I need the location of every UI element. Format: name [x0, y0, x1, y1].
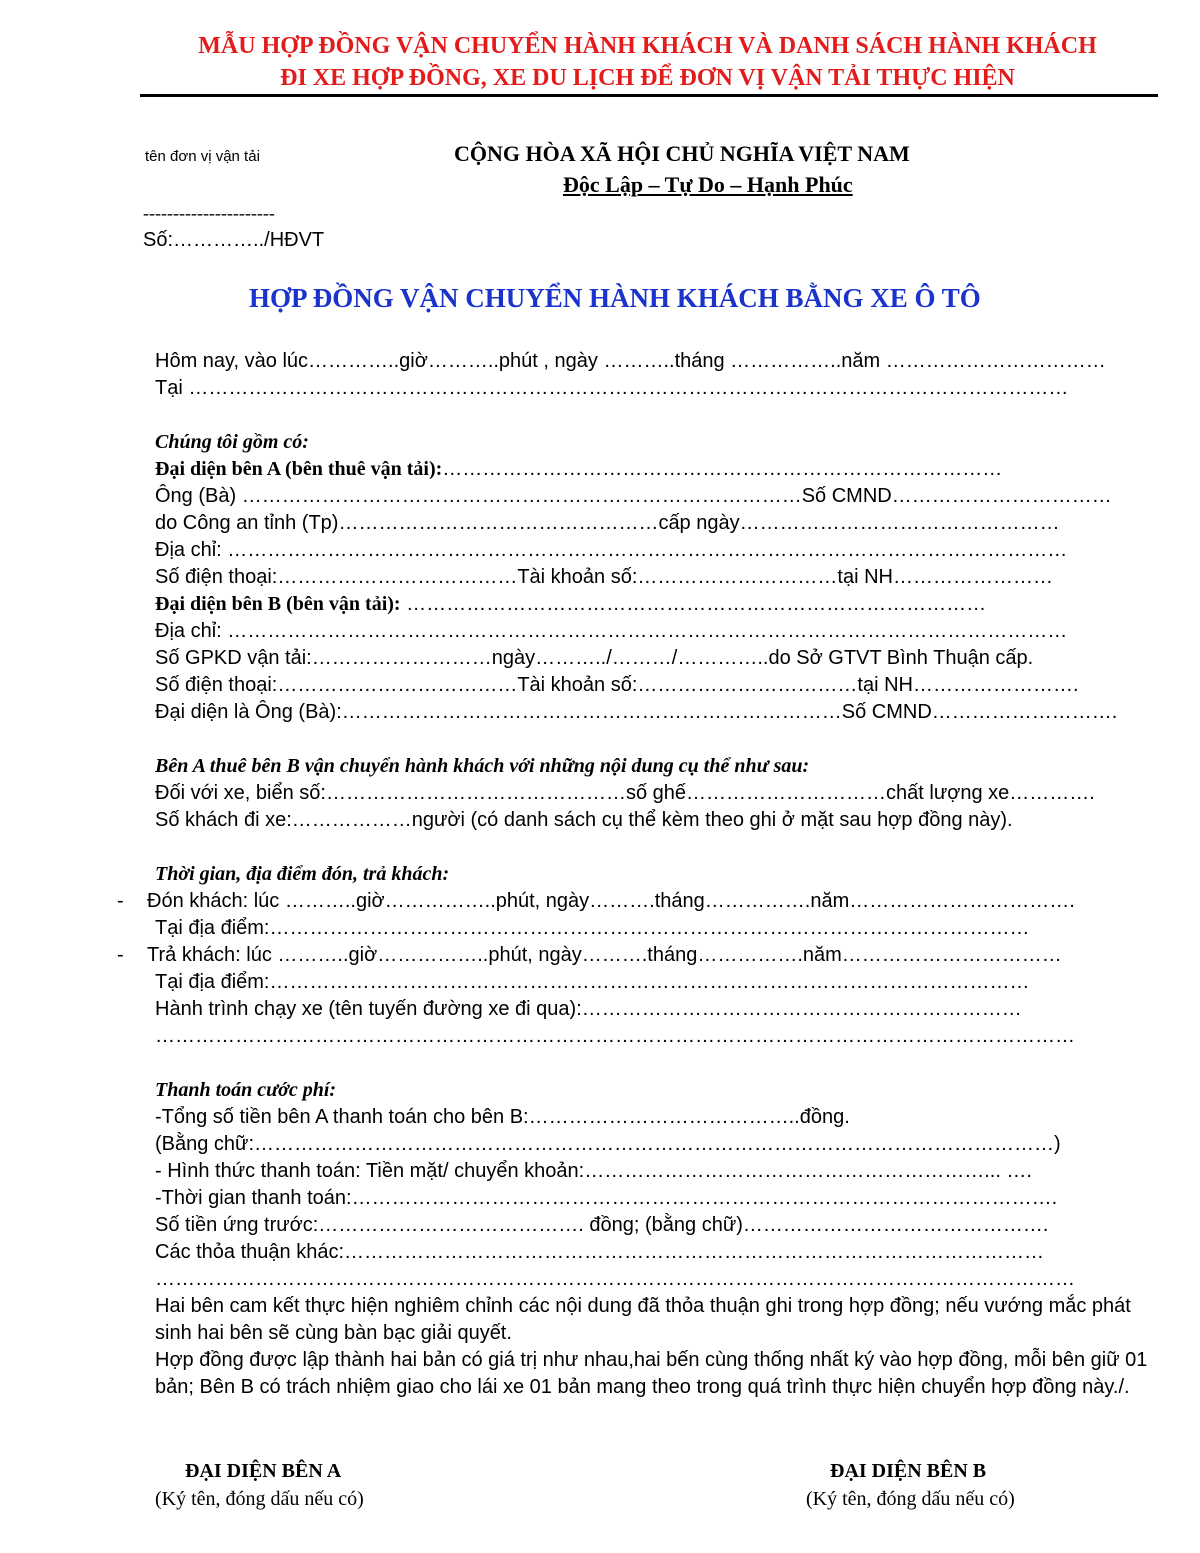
payment-in-words-line: (Bằng chữ:…………………………………………………………………………………………………………) — [155, 1133, 1061, 1155]
banner-divider — [140, 94, 1158, 97]
party-b-row — [155, 591, 1160, 618]
party-a-signature-title: ĐẠI DIỆN BÊN A — [185, 1460, 342, 1482]
national-motto: Độc Lập – Tự Do – Hạnh Phúc — [563, 172, 853, 197]
party-b-signature-note: (Ký tên, đóng dấu nếu có) — [806, 1488, 1015, 1510]
party-b-label: Đại diện bên B (bên vận tải): — [155, 593, 401, 615]
parties-heading: Chúng tôi gồm có: — [155, 431, 309, 453]
party-b-signature-title: ĐẠI DIỆN BÊN B — [830, 1460, 987, 1482]
unit-dash-line: ---------------------- — [143, 203, 275, 223]
passenger-count-line: Số khách đi xe:………………người (có danh sách cụ thể kèm theo ghi ở mặt sau hợp đồng này). — [155, 809, 1013, 831]
party-b-phone-line: Số điện thoại:………………………………Tài khoản số:……………………………tại NH……………………. — [155, 674, 1079, 696]
party-a-name-line: Ông (Bà) …………………………………………………………………………Số CMND…………………………… — [155, 485, 1112, 507]
schedule-heading: Thời gian, địa điểm đón, trả khách: — [155, 863, 450, 885]
dropoff-text: Trả khách: lúc ………..giờ……………..phút, ngày……….tháng…………….năm…………………………… — [147, 944, 1062, 966]
country-name: CỘNG HÒA XÃ HỘI CHỦ NGHĨA VIỆT NAM — [454, 141, 910, 166]
intro-line-time: Hôm nay, vào lúc…………..giờ………..phút , ngày ………..tháng ……………..năm …………………………… — [155, 350, 1106, 372]
party-a-phone-line: Số điện thoại:………………………………Tài khoản số:…………………………tại NH…………………… — [155, 566, 1053, 588]
party-a-signature-note: (Ký tên, đóng dấu nếu có) — [155, 1488, 364, 1510]
document-title: HỢP ĐỒNG VẬN CHUYỂN HÀNH KHÁCH BẰNG XE Ô TÔ — [249, 283, 981, 313]
vehicle-line: Đối với xe, biển số:………………………………………số ghế…………………………chất lượng xe…………. — [155, 782, 1095, 804]
party-a-address-line: Địa chỉ: ……………………………………………………………………………………………………………… — [155, 539, 1068, 561]
pickup-place-line: Tại địa điểm:…………………………………………………………………………………………………… — [155, 917, 1030, 939]
other-agreements-line: Các thỏa thuận khác:…………………………………………………………………………………………… — [155, 1241, 1045, 1263]
banner-line-2: ĐI XE HỢP ĐỒNG, XE DU LỊCH ĐỂ ĐƠN VỊ VẬN TẢI THỰC HIỆN — [280, 65, 1015, 91]
party-b-fill: …………………………………………………………………………… — [400, 593, 987, 615]
pickup-line — [117, 888, 1160, 915]
party-a-id-line: do Công an tỉnh (Tp)…………………………………………cấp ngày………………………………………… — [155, 512, 1060, 534]
pickup-bullet: - — [117, 890, 124, 912]
intro-line-place: Tại …………………………………………………………………………………………………………………… — [155, 377, 1069, 399]
payment-total-line: -Tổng số tiền bên A thanh toán cho bên B:…………………………………..đồng. — [155, 1106, 850, 1128]
payment-heading: Thanh toán cước phí: — [155, 1079, 337, 1101]
banner-line-1: MẪU HỢP ĐỒNG VẬN CHUYỂN HÀNH KHÁCH VÀ DANH SÁCH HÀNH KHÁCH — [198, 33, 1097, 59]
transport-heading: Bên A thuê bên B vận chuyển hành khách với những nội dung cụ thể như sau: — [155, 755, 810, 777]
dropoff-bullet: - — [117, 944, 124, 966]
dropoff-place-line: Tại địa điểm:…………………………………………………………………………………………………… — [155, 971, 1030, 993]
dropoff-line — [117, 942, 1160, 969]
contract-number: Số:…………../HĐVT — [143, 229, 325, 251]
other-agreements-fill-line: ………………………………………………………………………………………………………………………… — [155, 1268, 1075, 1290]
commitment-paragraph-2: Hợp đồng được lập thành hai bản có giá trị như nhau,hai bến cùng thống nhất ký vào hợp đồng, mỗi bên giữ 01 bản; Bên B có trách nhiệm giao cho lái xe 01 bản mang theo trong quá trình thực hiện chuyển hợp đồng này./. — [155, 1349, 1148, 1398]
party-b-representative-line: Đại diện là Ông (Bà):…………………………………………………………………Số CMND………………………. — [155, 701, 1118, 723]
transport-unit-name: tên đơn vị vận tải — [145, 148, 260, 165]
party-b-address-line: Địa chỉ: ……………………………………………………………………………………………………………… — [155, 620, 1068, 642]
advance-payment-line: Số tiền ứng trước:…………………………………. đồng; (bằng chữ)………………………………………. — [155, 1214, 1049, 1236]
payment-method-line: - Hình thức thanh toán: Tiền mặt/ chuyển khoản:……………………………………………………... …. — [155, 1160, 1032, 1182]
route-fill-line: ………………………………………………………………………………………………………………………… — [155, 1025, 1075, 1047]
pickup-text: Đón khách: lúc ………..giờ……………..phút, ngày……….tháng…………….năm……………………………. — [147, 890, 1075, 912]
contract-body — [117, 348, 1160, 1401]
commitment-paragraph-1: Hai bên cam kết thực hiện nghiêm chỉnh các nội dung đã thỏa thuận ghi trong hợp đồng; nếu vướng mắc phát sinh hai bên sẽ cùng bàn bạc giải quyết. — [155, 1295, 1131, 1344]
party-b-license-line: Số GPKD vận tải:………………………ngày………../………/…………..do Sở GTVT Bình Thuận cấp. — [155, 647, 1034, 669]
party-a-fill: ………………………………………………………………………… — [442, 458, 1003, 480]
template-banner — [140, 30, 1155, 94]
payment-time-line: -Thời gian thanh toán:……………………………………………………………………………………………. — [155, 1187, 1058, 1209]
route-line: Hành trình chạy xe (tên tuyến đường xe đi qua):………………………………………………………… — [155, 998, 1022, 1020]
party-a-row — [155, 456, 1160, 483]
party-a-label: Đại diện bên A (bên thuê vận tải): — [155, 458, 443, 480]
